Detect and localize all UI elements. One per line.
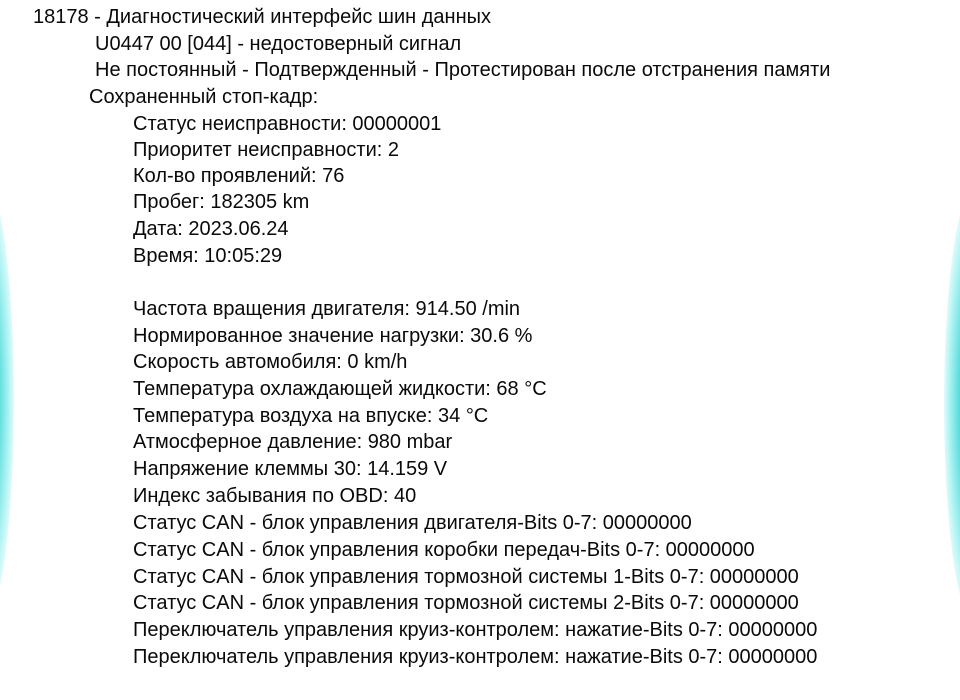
occurrence-count-value: Кол-во проявлений: 76 (133, 165, 345, 187)
cruise-switch-status-value-2: Переключатель управления круиз-контролем: нажатие-Bits 0-7: 00000000 (133, 646, 818, 668)
can-gearbox-status-value: Статус CAN - блок управления коробки передач-Bits 0-7: 00000000 (133, 539, 755, 561)
obd-forget-index-value: Индекс забывания по OBD: 40 (133, 485, 417, 507)
fault-status-line: Не постоянный - Подтвержденный - Протестирован после отстранения памяти (95, 59, 831, 81)
fault-code-title: 18178 - Диагностический интерфейс шин данных (33, 6, 491, 28)
mileage-value: Пробег: 182305 km (133, 191, 310, 213)
fault-subcode: U0447 00 [044] - недостоверный сигнал (95, 33, 462, 55)
date-value: Дата: 2023.06.24 (133, 218, 289, 240)
can-engine-status-value: Статус CAN - блок управления двигателя-Bits 0-7: 00000000 (133, 512, 692, 534)
can-brake2-status-value: Статус CAN - блок управления тормозной системы 2-Bits 0-7: 00000000 (133, 592, 799, 614)
vehicle-speed-value: Скорость автомобиля: 0 km/h (133, 351, 408, 373)
intake-air-temp-value: Температура воздуха на впуске: 34 °C (133, 405, 489, 427)
time-value: Время: 10:05:29 (133, 245, 283, 267)
freeze-frame-label: Сохраненный стоп-кадр: (89, 86, 319, 108)
coolant-temp-value: Температура охлаждающей жидкости: 68 °C (133, 378, 547, 400)
can-brake1-status-value: Статус CAN - блок управления тормозной системы 1-Bits 0-7: 00000000 (133, 566, 799, 588)
fault-status-value: Статус неисправности: 00000001 (133, 113, 442, 135)
terminal30-voltage-value: Напряжение клеммы 30: 14.159 V (133, 458, 448, 480)
engine-rpm-value: Частота вращения двигателя: 914.50 /min (133, 298, 521, 320)
fault-priority-value: Приоритет неисправности: 2 (133, 139, 399, 161)
cruise-switch-status-value: Переключатель управления круиз-контролем: нажатие-Bits 0-7: 00000000 (133, 619, 818, 641)
engine-load-value: Нормированное значение нагрузки: 30.6 % (133, 325, 533, 347)
barometric-pressure-value: Атмосферное давление: 980 mbar (133, 431, 453, 453)
